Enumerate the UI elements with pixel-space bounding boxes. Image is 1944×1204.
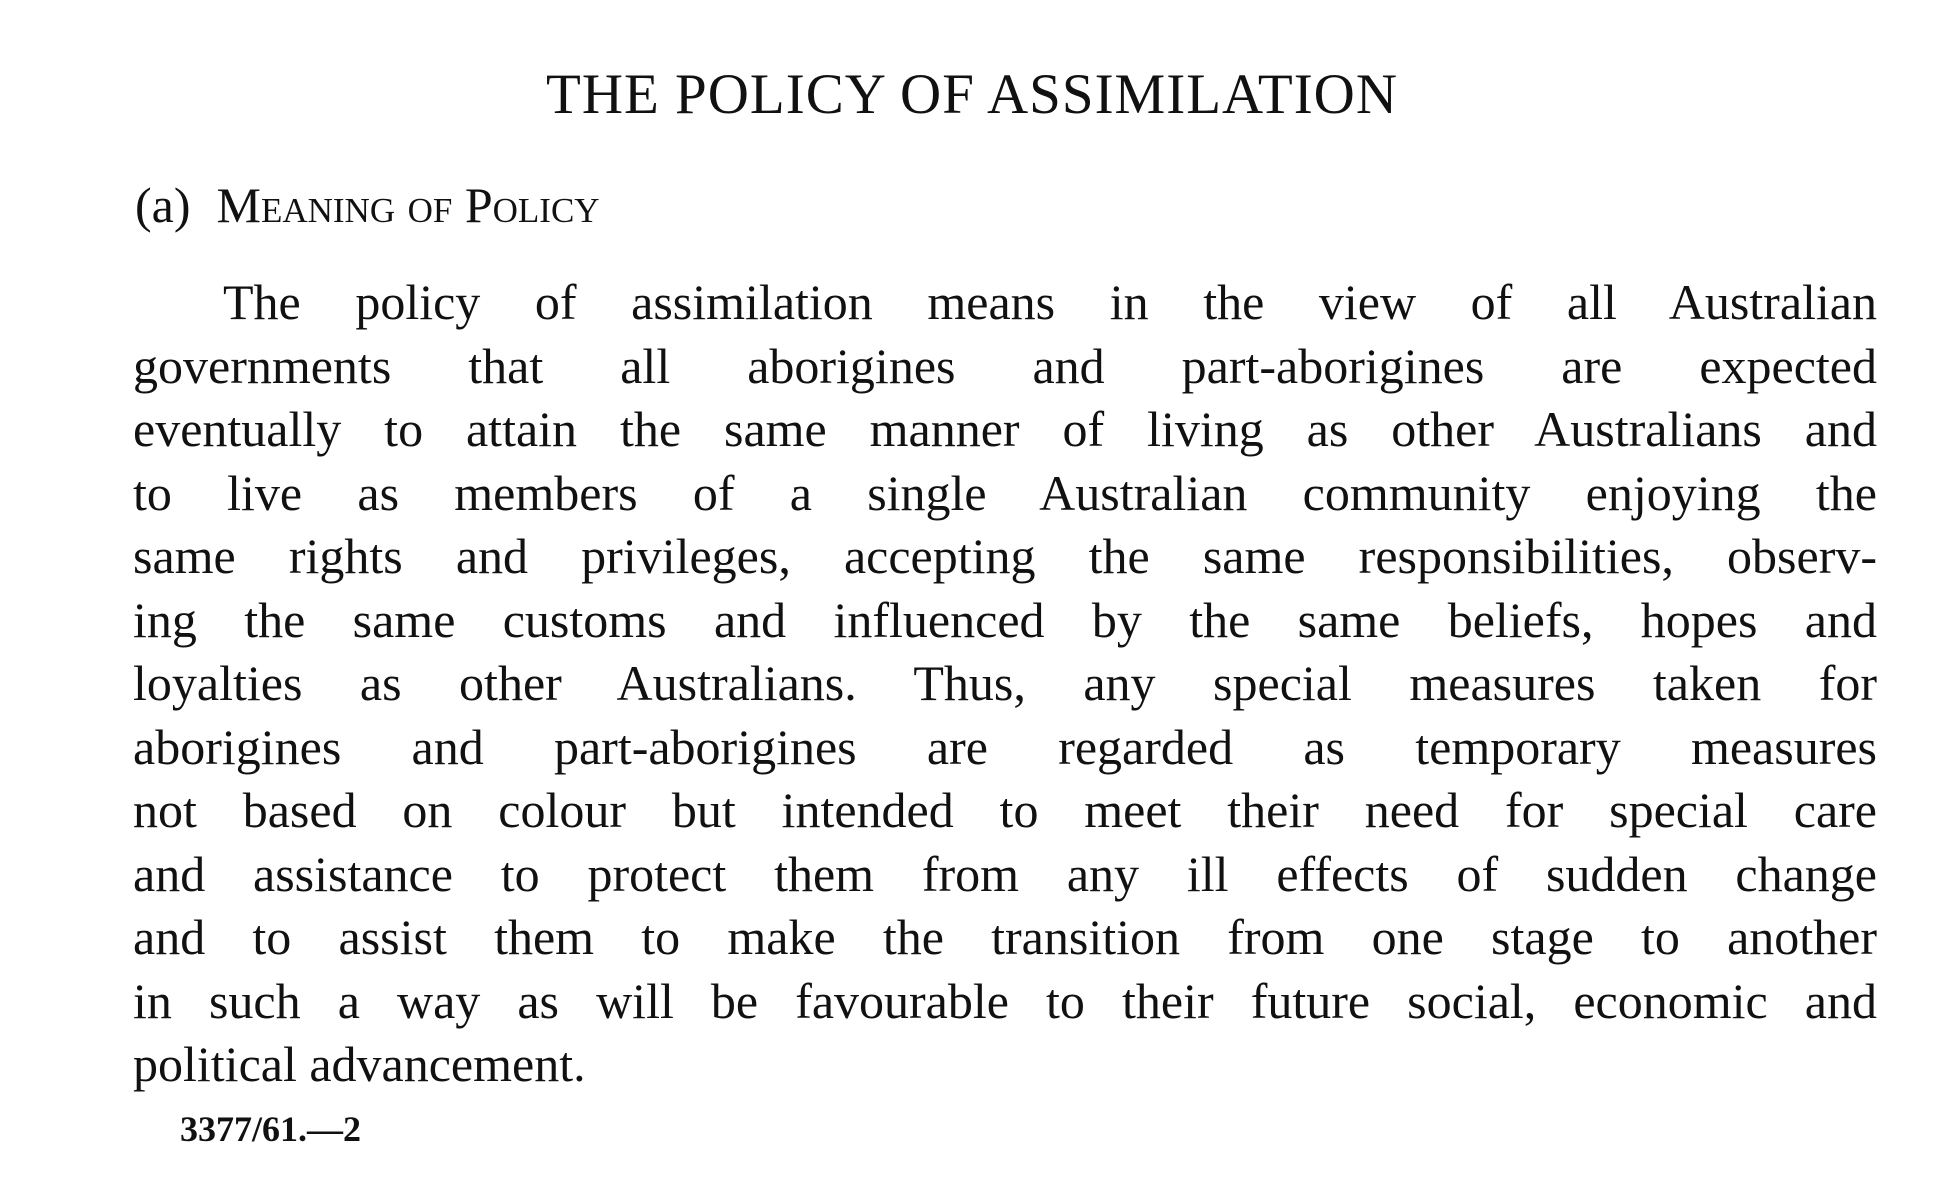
section-heading-text: Meaning of Policy	[216, 177, 600, 233]
paragraph-line: same rights and privileges, accepting the same responsibilities, observ-	[133, 528, 1877, 584]
paragraph-line: governments that all aborigines and part-aborigines are expected	[133, 337, 1877, 394]
paragraph-line: ing the same customs and influenced by the same beliefs, hopes and	[133, 591, 1877, 648]
document-title: THE POLICY OF ASSIMILATION	[546, 63, 1398, 126]
paragraph-line: loyalties as other Australians. Thus, any special measures taken for	[133, 655, 1877, 711]
section-marker: (a)	[135, 177, 191, 233]
paragraph-line: eventually to attain the same manner of living as other Australians and	[133, 401, 1877, 457]
paragraph-line: aborigines and part-aborigines are regarded as temporary measures	[133, 718, 1877, 775]
paragraph-line: in such a way as will be favourable to their future social, economic and	[133, 972, 1877, 1029]
policy-paragraph	[133, 271, 1877, 1097]
print-reference: 3377/61.—2	[180, 1109, 362, 1149]
paragraph-line: to live as members of a single Australian community enjoying the	[133, 464, 1877, 521]
paragraph-line: political advancement.	[133, 1036, 586, 1092]
section-heading	[135, 175, 600, 235]
paragraph-line: not based on colour but intended to meet their need for special care	[133, 782, 1877, 838]
paragraph-line: and to assist them to make the transition from one stage to another	[133, 909, 1877, 965]
paragraph-line: The policy of assimilation means in the view of all Australian	[223, 274, 1877, 330]
paragraph-line: and assistance to protect them from any ill effects of sudden change	[133, 845, 1877, 902]
